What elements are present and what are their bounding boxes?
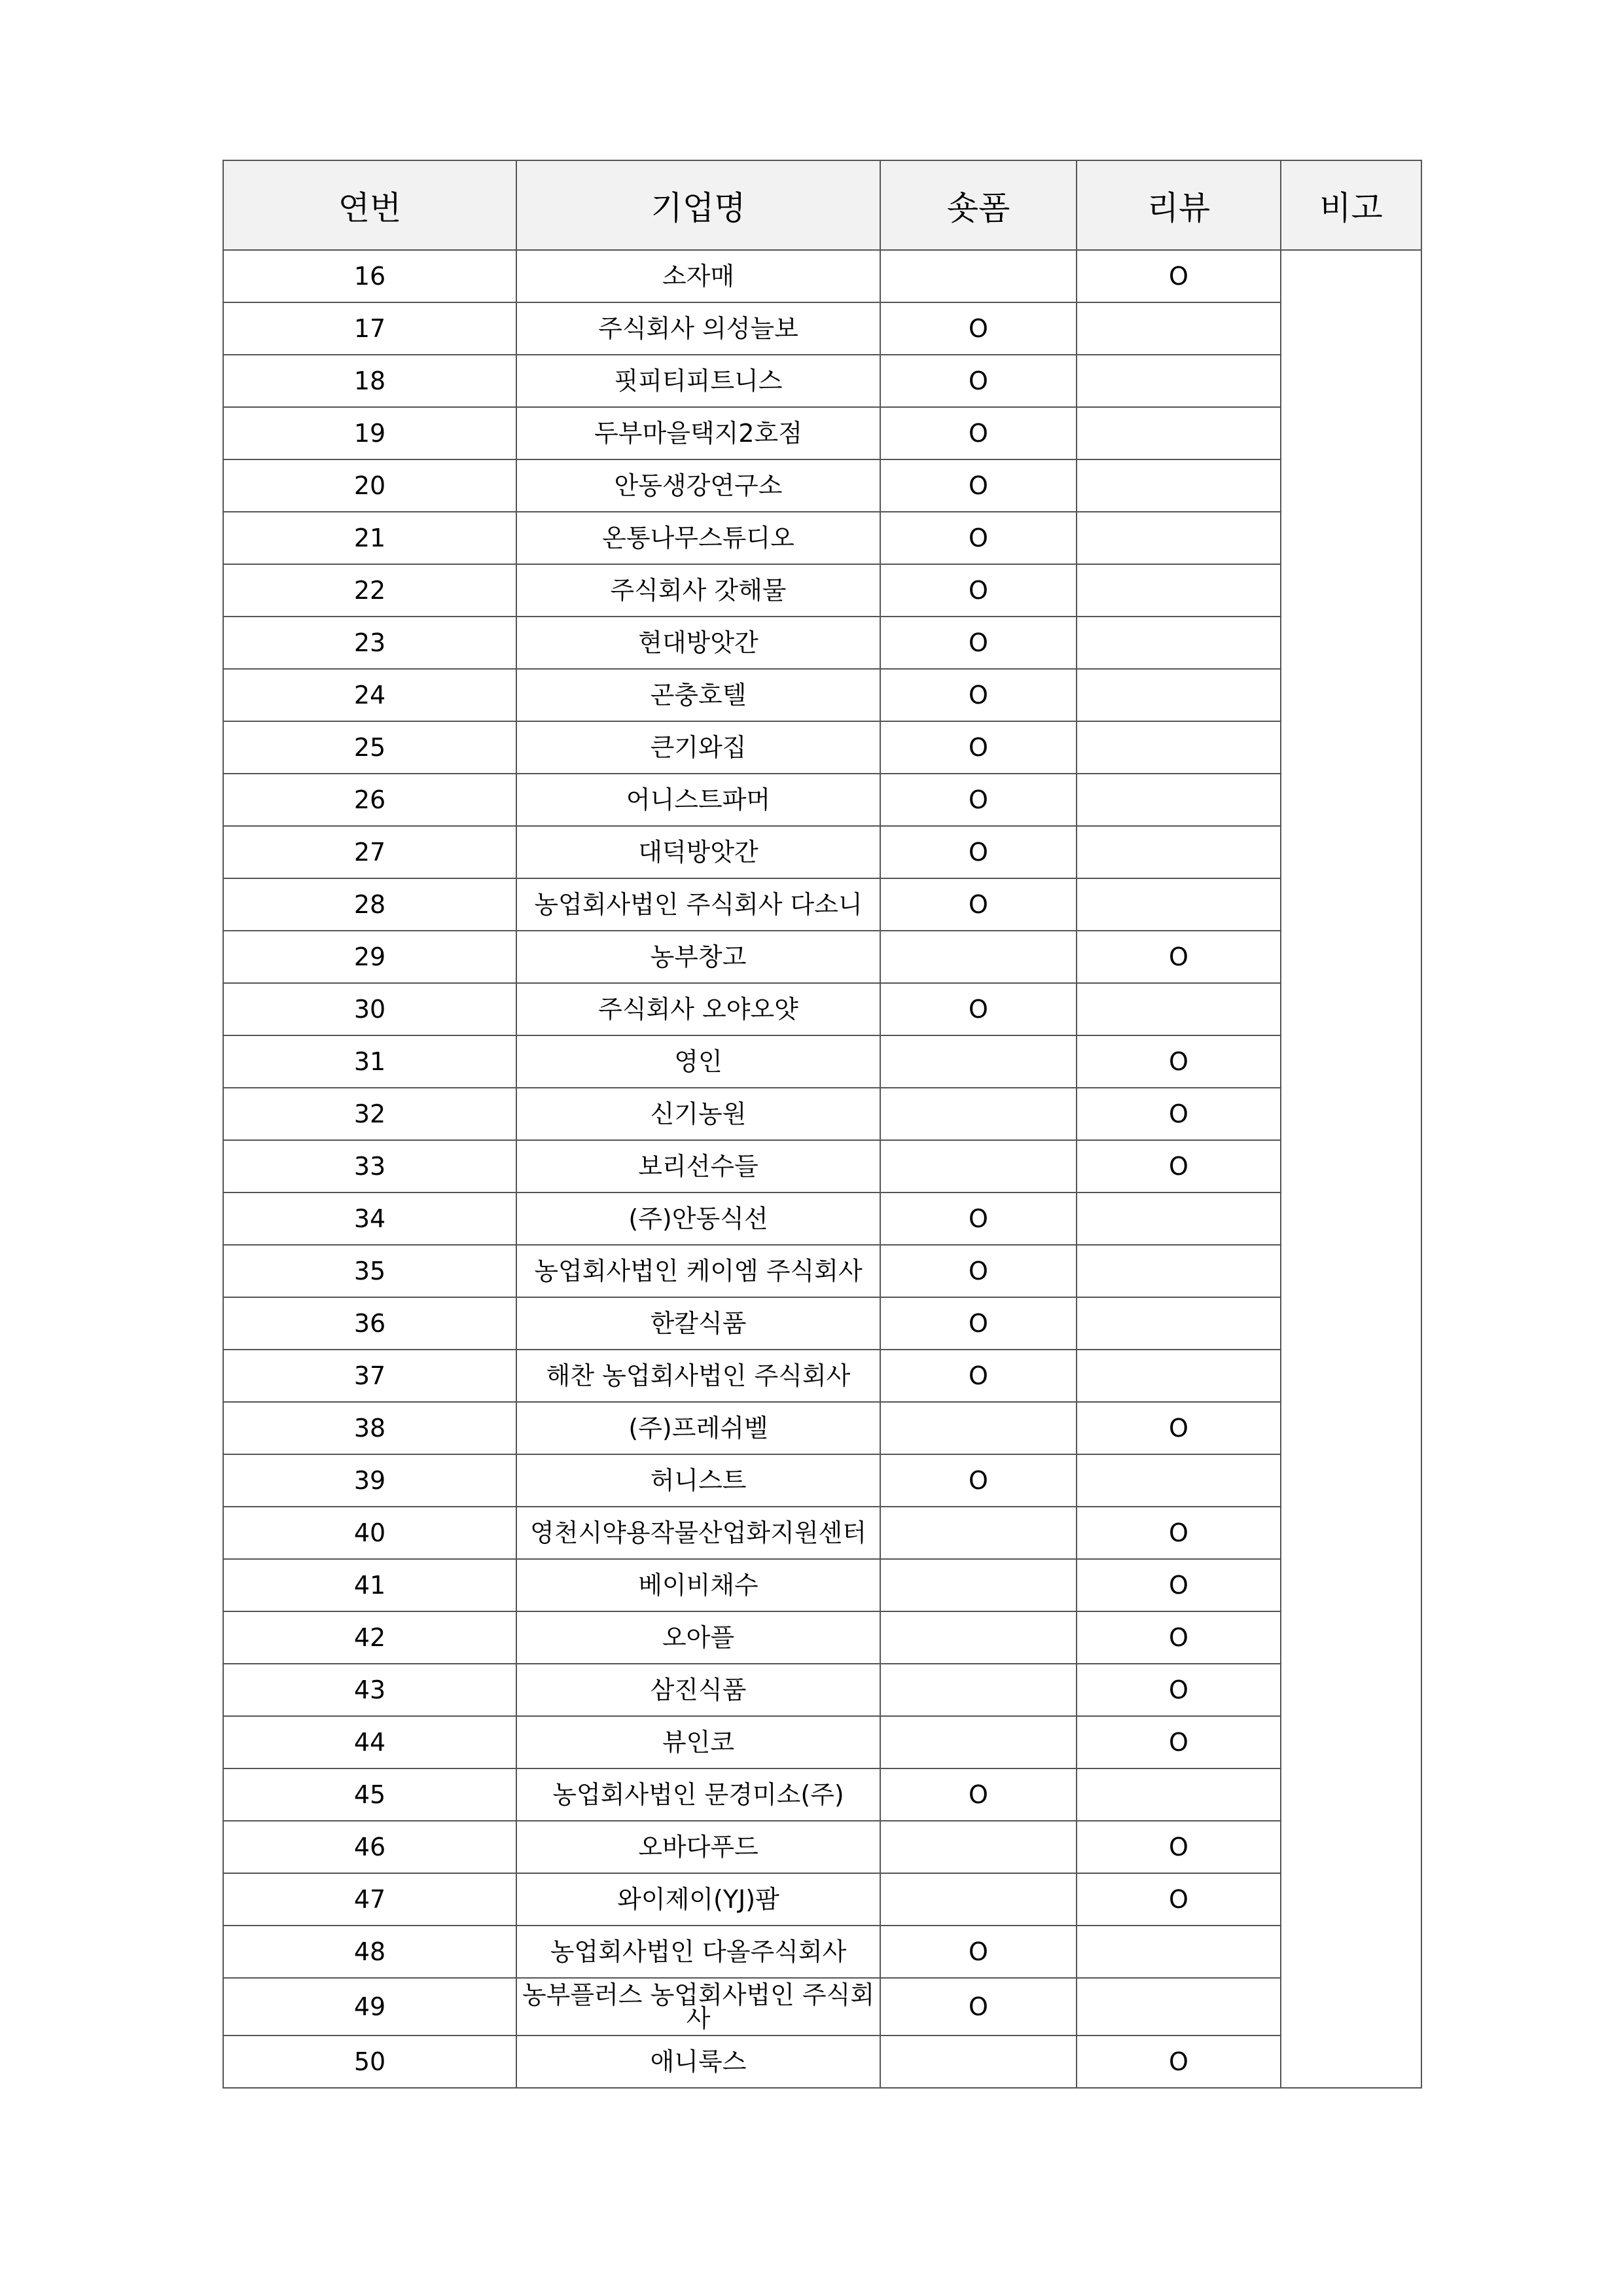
row-number: 43 [223,1664,516,1716]
table-row [223,826,1421,878]
review-mark: O [1077,1088,1281,1140]
company-name: 신기농원 [516,1088,880,1140]
shortform-mark: O [880,459,1077,512]
table-row [223,774,1421,826]
row-number: 37 [223,1350,516,1402]
shortform-mark [880,1088,1077,1140]
row-number: 20 [223,459,516,512]
review-mark [1077,1193,1281,1245]
company-table [223,160,1422,2089]
review-mark [1077,1245,1281,1297]
table-row [223,355,1421,407]
review-mark [1077,878,1281,931]
shortform-mark: O [880,774,1077,826]
header-no: 연번 [223,160,516,250]
review-mark: O [1077,1402,1281,1454]
company-name: 큰기와집 [516,721,880,774]
row-number: 49 [223,1978,516,2036]
row-number: 19 [223,407,516,459]
company-name: (주)프레쉬벨 [516,1402,880,1454]
shortform-mark [880,1559,1077,1611]
review-mark: O [1077,1664,1281,1716]
shortform-mark: O [880,617,1077,669]
review-mark: O [1077,1716,1281,1768]
header-row [223,160,1421,250]
row-number: 28 [223,878,516,931]
shortform-mark [880,1140,1077,1193]
table-row [223,1716,1421,1768]
table-row [223,2036,1421,2088]
shortform-mark: O [880,721,1077,774]
row-number: 18 [223,355,516,407]
row-number: 50 [223,2036,516,2088]
review-mark [1077,826,1281,878]
shortform-mark: O [880,1978,1077,2036]
row-number: 32 [223,1088,516,1140]
row-number: 46 [223,1821,516,1873]
header-shortform: 숏폼 [880,160,1077,250]
row-number: 24 [223,669,516,721]
table-row [223,931,1421,983]
review-mark [1077,774,1281,826]
table-row [223,1664,1421,1716]
shortform-mark: O [880,1768,1077,1821]
review-mark: O [1077,2036,1281,2088]
row-number: 38 [223,1402,516,1454]
row-number: 26 [223,774,516,826]
table-row [223,1245,1421,1297]
company-name: 삼진식품 [516,1664,880,1716]
company-name: 곤충호텔 [516,669,880,721]
company-name: 온통나무스튜디오 [516,512,880,564]
row-number: 47 [223,1873,516,1926]
row-number: 41 [223,1559,516,1611]
review-mark: O [1077,931,1281,983]
row-number: 40 [223,1507,516,1559]
shortform-mark [880,1611,1077,1664]
table-row [223,1873,1421,1926]
table-header [223,160,1421,250]
review-mark: O [1077,1035,1281,1088]
shortform-mark: O [880,983,1077,1035]
row-number: 44 [223,1716,516,1768]
table-row [223,1140,1421,1193]
shortform-mark: O [880,1245,1077,1297]
row-number: 35 [223,1245,516,1297]
header-review: 리뷰 [1077,160,1281,250]
company-name: 농업회사법인 케이엠 주식회사 [516,1245,880,1297]
table-row [223,302,1421,355]
table-row [223,1454,1421,1507]
shortform-mark: O [880,302,1077,355]
shortform-mark: O [880,1193,1077,1245]
row-number: 45 [223,1768,516,1821]
table-row [223,1088,1421,1140]
row-number: 25 [223,721,516,774]
table-row [223,512,1421,564]
table-row [223,1350,1421,1402]
review-mark: O [1077,1559,1281,1611]
review-mark [1077,617,1281,669]
shortform-mark [880,1716,1077,1768]
shortform-mark: O [880,355,1077,407]
shortform-mark: O [880,512,1077,564]
table-row [223,669,1421,721]
review-mark: O [1077,1140,1281,1193]
review-mark [1077,355,1281,407]
company-name: 주식회사 의성늘보 [516,302,880,355]
table-row [223,1402,1421,1454]
shortform-mark [880,1402,1077,1454]
table-row [223,1297,1421,1350]
table-row [223,1193,1421,1245]
review-mark [1077,1454,1281,1507]
company-name: 안동생강연구소 [516,459,880,512]
table-row [223,1035,1421,1088]
note-cell [1281,250,1421,2088]
table-row [223,878,1421,931]
table-row [223,564,1421,617]
shortform-mark: O [880,669,1077,721]
shortform-mark: O [880,878,1077,931]
row-number: 17 [223,302,516,355]
header-note: 비고 [1281,160,1421,250]
table-row [223,617,1421,669]
shortform-mark [880,1873,1077,1926]
shortform-mark: O [880,1454,1077,1507]
table-row [223,1821,1421,1873]
review-mark [1077,1768,1281,1821]
row-number: 23 [223,617,516,669]
table-row [223,459,1421,512]
shortform-mark [880,1821,1077,1873]
review-mark: O [1077,1873,1281,1926]
table-row [223,250,1421,302]
review-mark: O [1077,1507,1281,1559]
review-mark [1077,302,1281,355]
company-name: 허니스트 [516,1454,880,1507]
company-name: 보리선수들 [516,1140,880,1193]
review-mark [1077,1978,1281,2036]
company-name: 현대방앗간 [516,617,880,669]
review-mark [1077,1926,1281,1978]
review-mark [1077,564,1281,617]
company-name: 농업회사법인 다올주식회사 [516,1926,880,1978]
shortform-mark: O [880,826,1077,878]
table-row [223,1926,1421,1978]
review-mark [1077,512,1281,564]
row-number: 33 [223,1140,516,1193]
row-number: 21 [223,512,516,564]
company-name: 핏피티피트니스 [516,355,880,407]
table-row [223,407,1421,459]
shortform-mark [880,1507,1077,1559]
company-name: 두부마을택지2호점 [516,407,880,459]
row-number: 16 [223,250,516,302]
shortform-mark: O [880,1350,1077,1402]
company-name: 해찬 농업회사법인 주식회사 [516,1350,880,1402]
row-number: 48 [223,1926,516,1978]
review-mark: O [1077,1611,1281,1664]
company-name: 영천시약용작물산업화지원센터 [516,1507,880,1559]
review-mark: O [1077,1821,1281,1873]
company-name: 농업회사법인 주식회사 다소니 [516,878,880,931]
row-number: 36 [223,1297,516,1350]
review-mark [1077,721,1281,774]
review-mark [1077,669,1281,721]
company-name: 뷰인코 [516,1716,880,1768]
review-mark [1077,1350,1281,1402]
company-name: 애니룩스 [516,2036,880,2088]
row-number: 29 [223,931,516,983]
review-mark: O [1077,250,1281,302]
row-number: 30 [223,983,516,1035]
review-mark [1077,459,1281,512]
review-mark [1077,407,1281,459]
shortform-mark: O [880,1926,1077,1978]
shortform-mark [880,1664,1077,1716]
table-row [223,1611,1421,1664]
table-body [223,250,1421,2088]
row-number: 42 [223,1611,516,1664]
company-name: 농업회사법인 문경미소(주) [516,1768,880,1821]
table-row [223,1507,1421,1559]
shortform-mark: O [880,564,1077,617]
row-number: 31 [223,1035,516,1088]
company-name: 농부플러스 농업회사법인 주식회사 [516,1978,880,2036]
review-mark [1077,983,1281,1035]
table-row [223,721,1421,774]
company-name: 영인 [516,1035,880,1088]
shortform-mark [880,2036,1077,2088]
table-row [223,1559,1421,1611]
company-name: 주식회사 갓해물 [516,564,880,617]
table-row [223,1978,1421,2036]
row-number: 39 [223,1454,516,1507]
shortform-mark [880,931,1077,983]
company-name: 대덕방앗간 [516,826,880,878]
company-name: 한칼식품 [516,1297,880,1350]
company-name: (주)안동식선 [516,1193,880,1245]
row-number: 27 [223,826,516,878]
shortform-mark [880,1035,1077,1088]
review-mark [1077,1297,1281,1350]
table-row [223,983,1421,1035]
company-name: 오아플 [516,1611,880,1664]
company-name: 베이비채수 [516,1559,880,1611]
shortform-mark [880,250,1077,302]
shortform-mark: O [880,1297,1077,1350]
table-row [223,1768,1421,1821]
company-name: 농부창고 [516,931,880,983]
company-name: 소자매 [516,250,880,302]
header-company: 기업명 [516,160,880,250]
company-name: 주식회사 오야오얏 [516,983,880,1035]
shortform-mark: O [880,407,1077,459]
company-name: 어니스트파머 [516,774,880,826]
row-number: 22 [223,564,516,617]
company-name: 오바다푸드 [516,1821,880,1873]
company-name: 와이제이(YJ)팜 [516,1873,880,1926]
row-number: 34 [223,1193,516,1245]
